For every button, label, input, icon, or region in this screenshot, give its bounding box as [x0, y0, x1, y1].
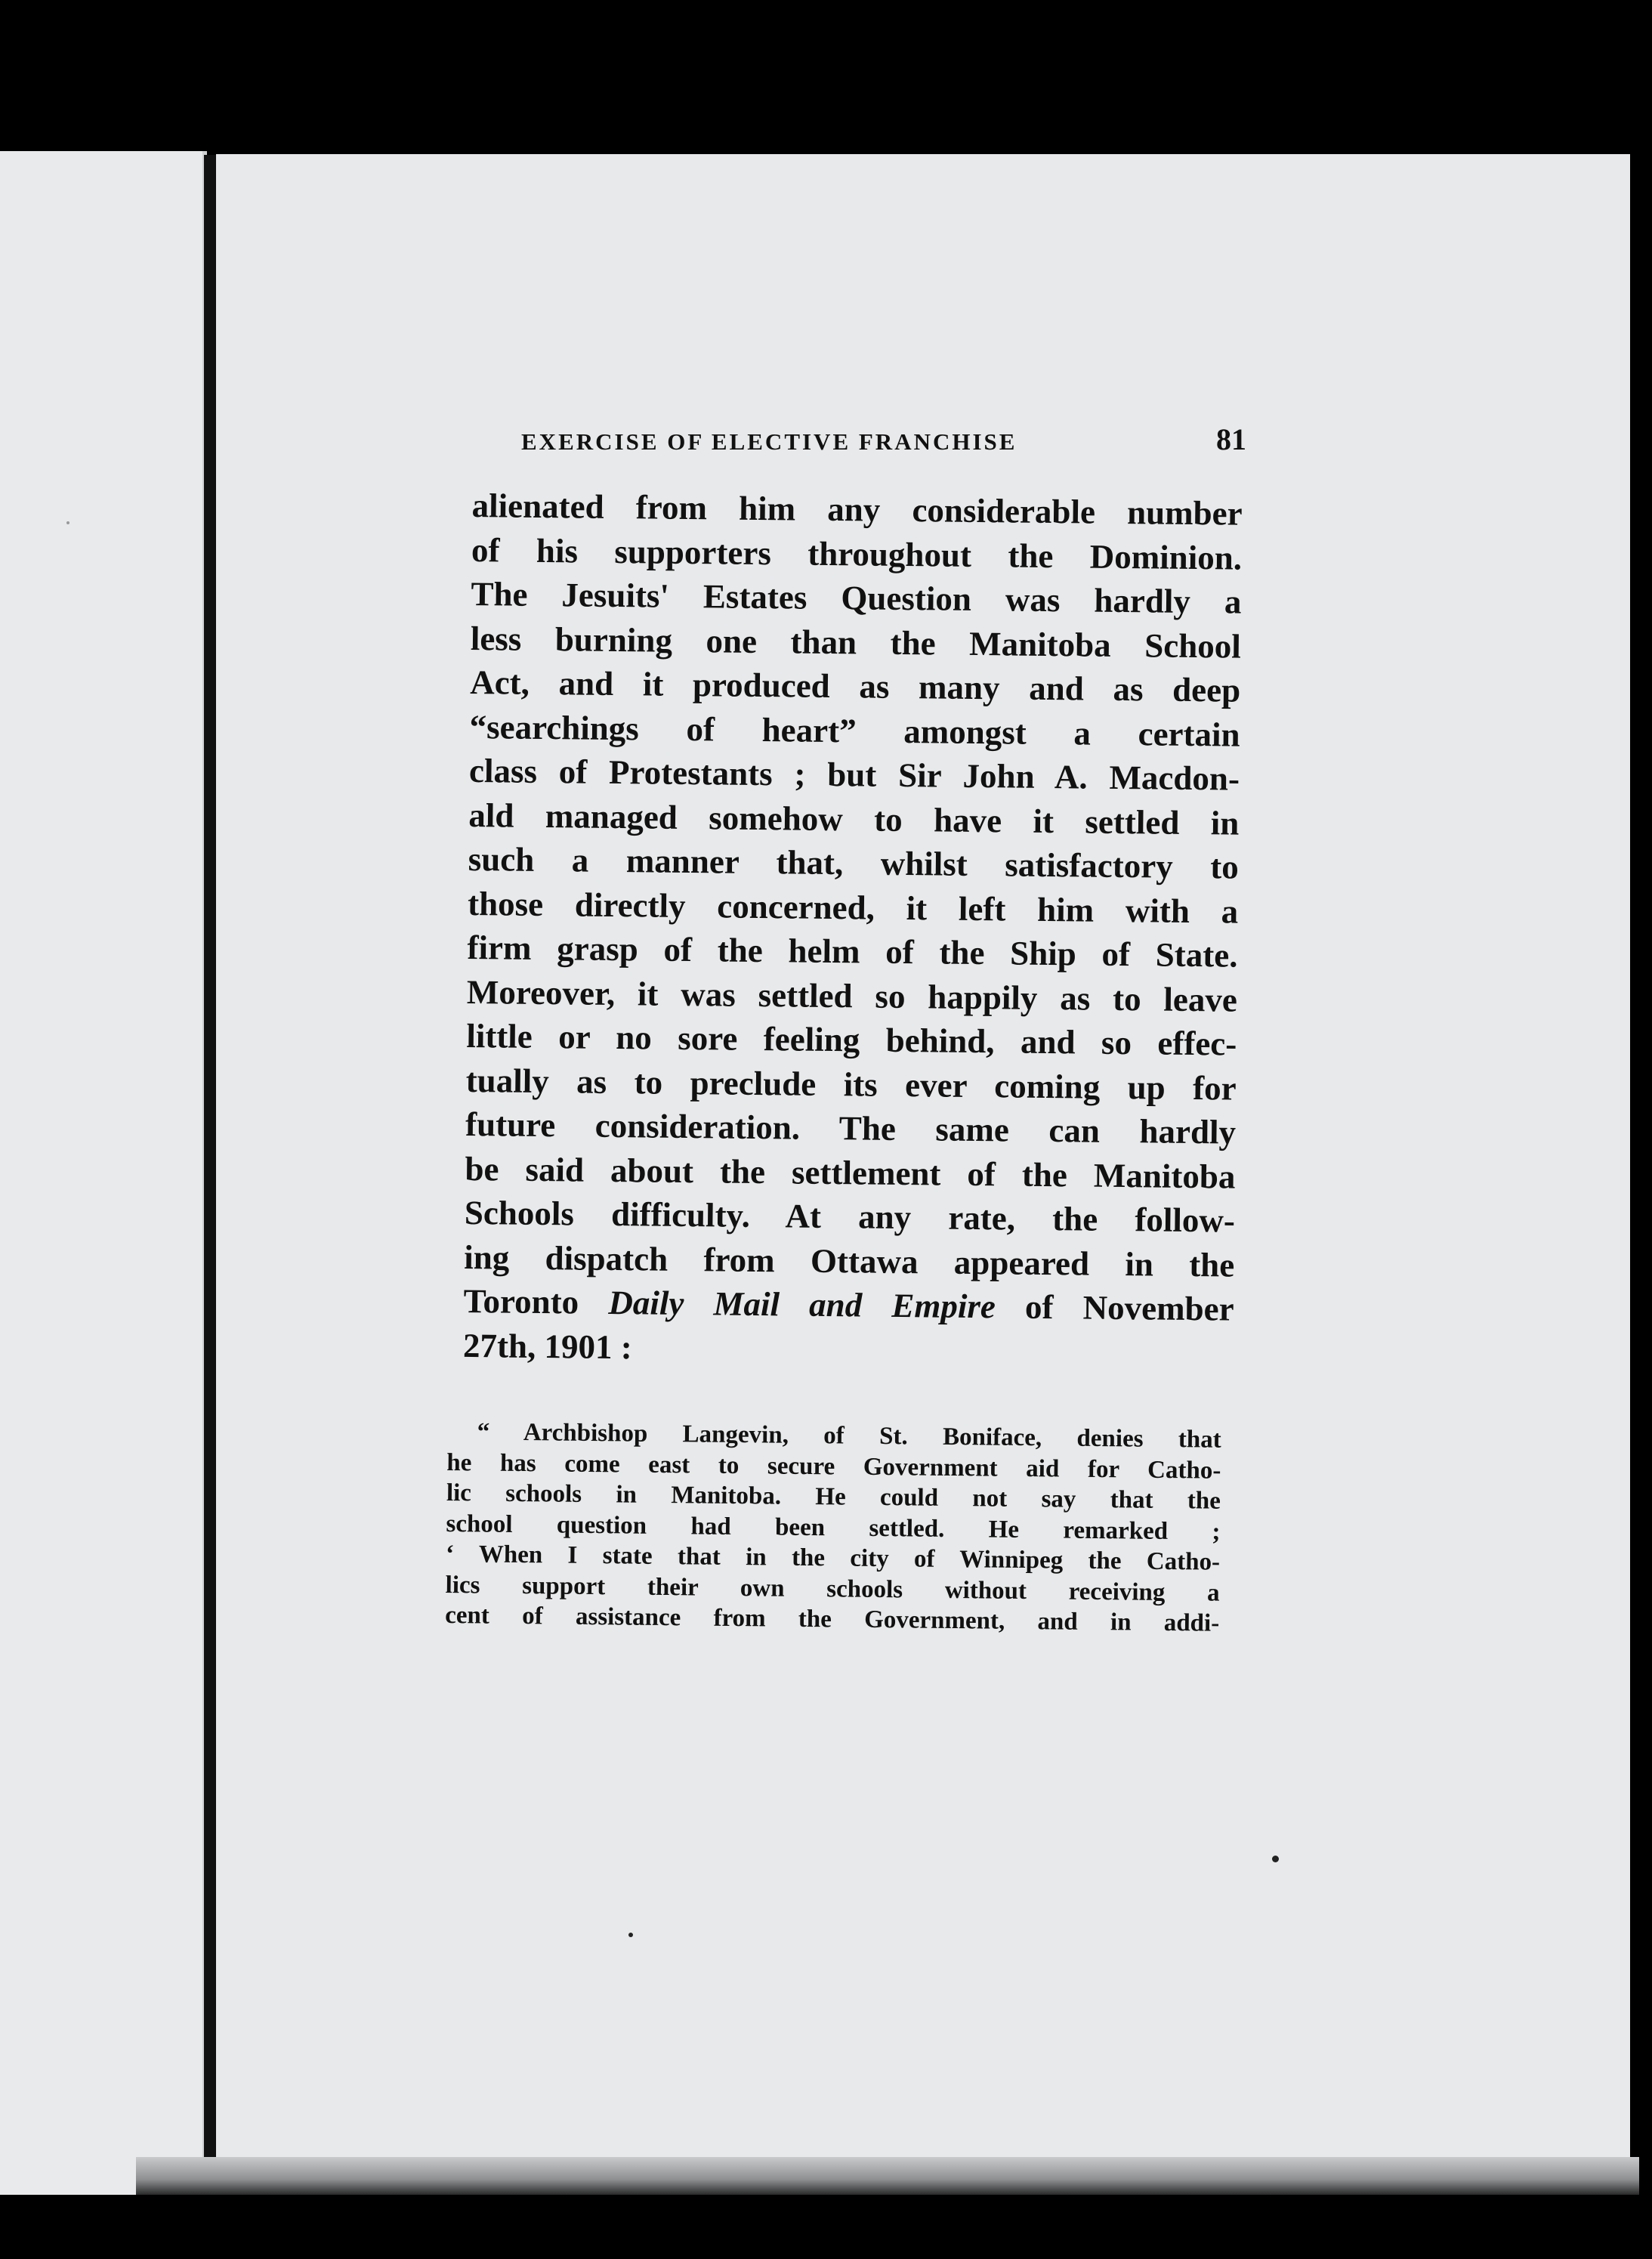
- text-line: Moreover, it was settled so happily as to leave: [466, 972, 1238, 1019]
- paper-speck: [1272, 1856, 1279, 1862]
- text-line: ald managed somehow to have it settled in: [468, 796, 1240, 842]
- page-bottom-edge: [136, 2157, 1639, 2195]
- text-line: little or no sore feeling behind, and so effec-: [466, 1016, 1237, 1063]
- text-line: less burning one than the Manitoba School: [470, 619, 1242, 666]
- text-line-newspaper: [463, 1279, 1234, 1331]
- toronto-suffix: of November: [1024, 1287, 1234, 1328]
- running-head: [521, 422, 1246, 457]
- scan-border-top: [0, 0, 1652, 151]
- quote-line: he has come east to secure Government aid for Catho-: [446, 1448, 1221, 1485]
- page-gutter: [204, 155, 216, 2191]
- quote-line: lics support their own schools without receiving a: [445, 1571, 1220, 1607]
- text-line: of his supporters throughout the Dominion.: [471, 530, 1243, 577]
- facing-page-edge: [0, 151, 207, 2206]
- text-line: firm grasp of the helm of the Ship of State.: [467, 928, 1238, 975]
- running-title: EXERCISE OF ELECTIVE FRANCHISE: [521, 428, 1017, 455]
- text-line: such a manner that, whilst satisfactory to: [468, 839, 1240, 886]
- date-line: 27th, 1901 :: [462, 1326, 633, 1366]
- page-number: 81: [1216, 422, 1246, 456]
- body-paragraph: [463, 484, 1243, 1376]
- quote-line: lic schools in Manitoba. He could not say that the: [446, 1479, 1221, 1515]
- quote-line: cent of assistance from the Government, and in addi-: [445, 1601, 1220, 1637]
- newspaper-title: Daily Mail and Empire: [608, 1283, 996, 1326]
- paper-speck: [66, 521, 69, 524]
- text-line: Schools difficulty. At any rate, the follow-: [464, 1193, 1236, 1240]
- scan-border-bottom: [0, 2195, 1652, 2259]
- quote-line: “ Archbishop Langevin, of St. Boniface, denies that: [477, 1418, 1221, 1454]
- text-line: future consideration. The same can hardly: [465, 1105, 1237, 1151]
- text-line: The Jesuits' Estates Question was hardly a: [471, 574, 1242, 621]
- text-line: class of Protestants ; but Sir John A. Macdon-: [468, 751, 1240, 798]
- text-line: tually as to preclude its ever coming up for: [465, 1061, 1237, 1108]
- text-line: ing dispatch from Ottawa appeared in the: [464, 1238, 1235, 1284]
- quote-line: school question had been settled. He remarked ;: [446, 1510, 1221, 1546]
- paper-speck: [628, 1933, 633, 1937]
- quote-line: ‘ When I state that in the city of Winnipeg the Catho-: [445, 1540, 1221, 1576]
- toronto-prefix: Toronto: [463, 1281, 579, 1321]
- text-line: alienated from him any considerable number: [471, 486, 1243, 533]
- text-line: “searchings of heart” amongst a certain: [469, 707, 1240, 754]
- text-line: those directly concerned, it left him with a: [467, 884, 1239, 931]
- text-line: be said about the settlement of the Manitoba: [465, 1149, 1236, 1196]
- text-line: Act, and it produced as many and as deep: [469, 663, 1241, 709]
- block-quote: [445, 1417, 1221, 1639]
